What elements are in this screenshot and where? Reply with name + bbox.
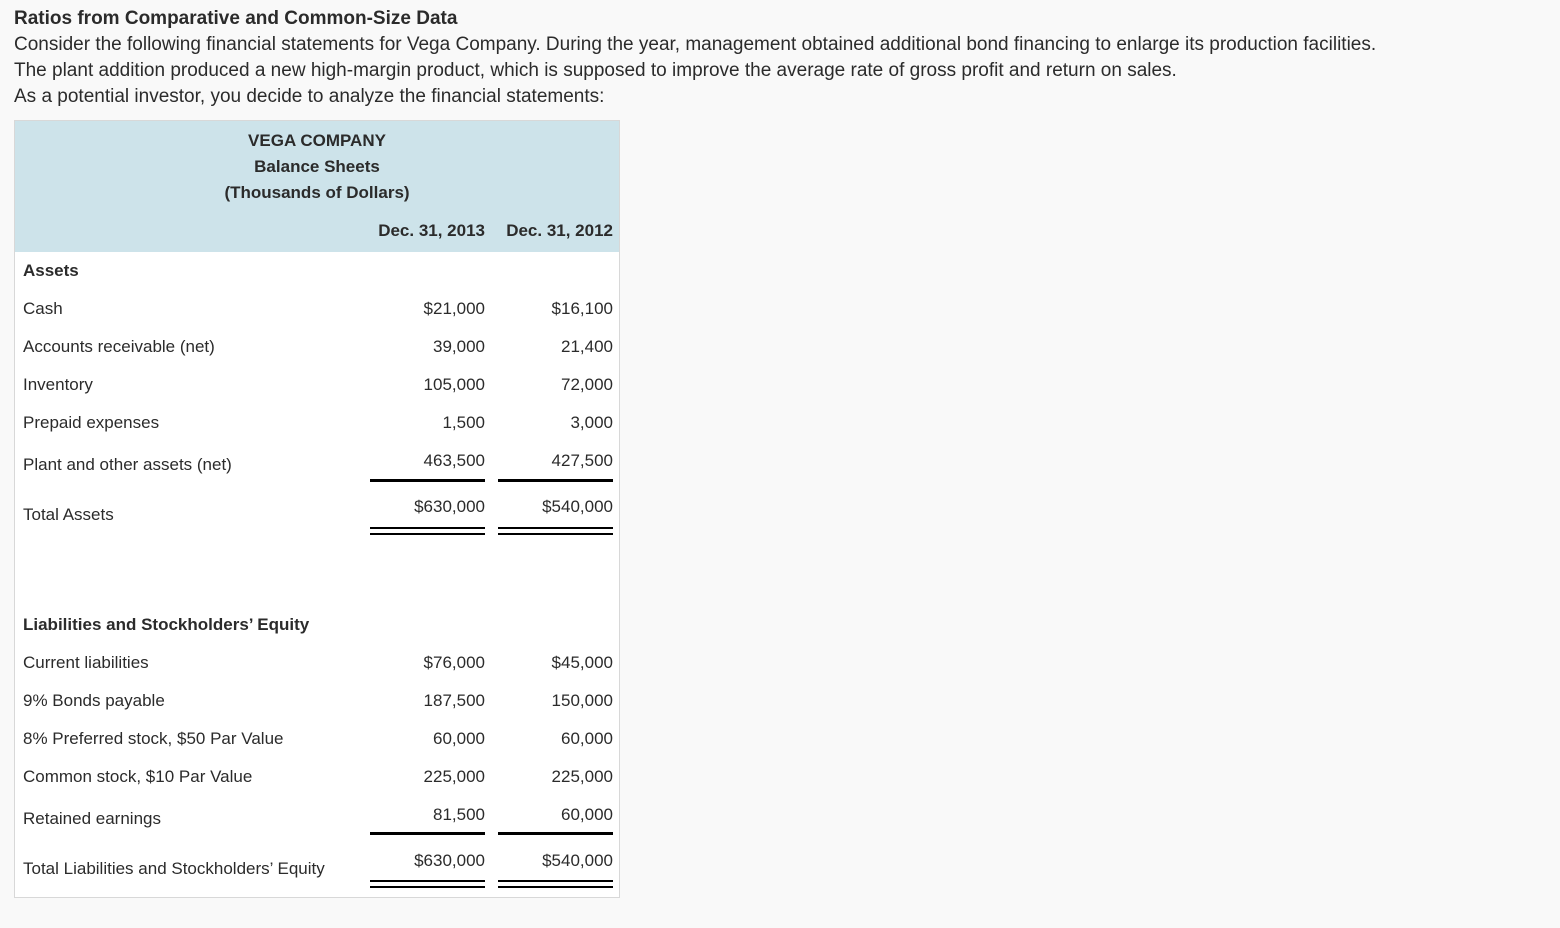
intro-line: The plant addition produced a new high-margin product, which is supposed to improve the average rate of gross profit and return on sales.	[14, 60, 1177, 81]
underline	[498, 479, 613, 482]
value-2012: 21,400	[561, 337, 613, 356]
total-liabilities-2012: $540,000	[542, 851, 613, 870]
intro-line: Consider the following financial statements for Vega Company. During the year, management obtained additional bond financing to enlarge its production facilities.	[14, 34, 1377, 55]
row-label: 8% Preferred stock, $50 Par Value	[23, 729, 284, 748]
underline	[498, 832, 613, 835]
value-2012: $16,100	[551, 299, 613, 318]
double-underline	[498, 886, 613, 888]
intro-line: As a potential investor, you decide to analyze the financial statements:	[14, 86, 605, 107]
double-underline	[370, 880, 485, 882]
row-label: 9% Bonds payable	[23, 691, 165, 710]
total-assets-2012: $540,000	[542, 497, 613, 516]
double-underline	[498, 527, 613, 529]
problem-title: Ratios from Comparative and Common-Size Data	[14, 8, 458, 29]
column-header-2012: Dec. 31, 2012	[506, 221, 613, 240]
table-header	[15, 121, 619, 252]
section-heading-assets: Assets	[23, 261, 79, 280]
value-2013: $76,000	[423, 653, 485, 672]
double-underline	[370, 527, 485, 529]
value-2013: 225,000	[423, 767, 485, 786]
balance-sheet-table	[14, 120, 620, 898]
value-2012: 225,000	[551, 767, 613, 786]
value-2012: 150,000	[551, 691, 613, 710]
row-label: Current liabilities	[23, 653, 149, 672]
total-liabilities-label: Total Liabilities and Stockholders’ Equity	[23, 859, 325, 878]
column-header-2013: Dec. 31, 2013	[378, 221, 485, 240]
row-label: Plant and other assets (net)	[23, 455, 232, 474]
units: (Thousands of Dollars)	[224, 183, 410, 202]
value-2013: 1,500	[442, 413, 485, 432]
total-liabilities-2013: $630,000	[414, 851, 485, 870]
value-2013: 105,000	[423, 375, 485, 394]
intro	[14, 6, 1376, 110]
value-2012: 72,000	[561, 375, 613, 394]
double-underline	[370, 533, 485, 535]
double-underline	[370, 886, 485, 888]
row-label: Retained earnings	[23, 809, 161, 828]
row-label: Prepaid expenses	[23, 413, 160, 432]
value-2013: 81,500	[433, 805, 485, 824]
value-2012: 427,500	[551, 451, 613, 470]
double-underline	[498, 880, 613, 882]
row-label: Accounts receivable (net)	[23, 337, 215, 356]
section-heading-liabilities: Liabilities and Stockholders’ Equity	[23, 615, 310, 634]
value-2012: $45,000	[551, 653, 613, 672]
row-label: Inventory	[23, 375, 93, 394]
statement-name: Balance Sheets	[254, 157, 380, 176]
company-name: VEGA COMPANY	[248, 131, 386, 150]
value-2012: 3,000	[570, 413, 613, 432]
value-2013: $21,000	[423, 299, 485, 318]
total-assets-label: Total Assets	[23, 505, 114, 524]
value-2013: 463,500	[423, 451, 485, 470]
double-underline	[498, 533, 613, 535]
value-2012: 60,000	[561, 729, 613, 748]
row-label: Common stock, $10 Par Value	[23, 767, 253, 786]
row-label: Cash	[23, 299, 63, 318]
total-assets-2013: $630,000	[414, 497, 485, 516]
value-2012: 60,000	[561, 805, 613, 824]
value-2013: 39,000	[433, 337, 485, 356]
underline	[370, 479, 485, 482]
value-2013: 187,500	[423, 691, 485, 710]
underline	[370, 832, 485, 835]
value-2013: 60,000	[433, 729, 485, 748]
